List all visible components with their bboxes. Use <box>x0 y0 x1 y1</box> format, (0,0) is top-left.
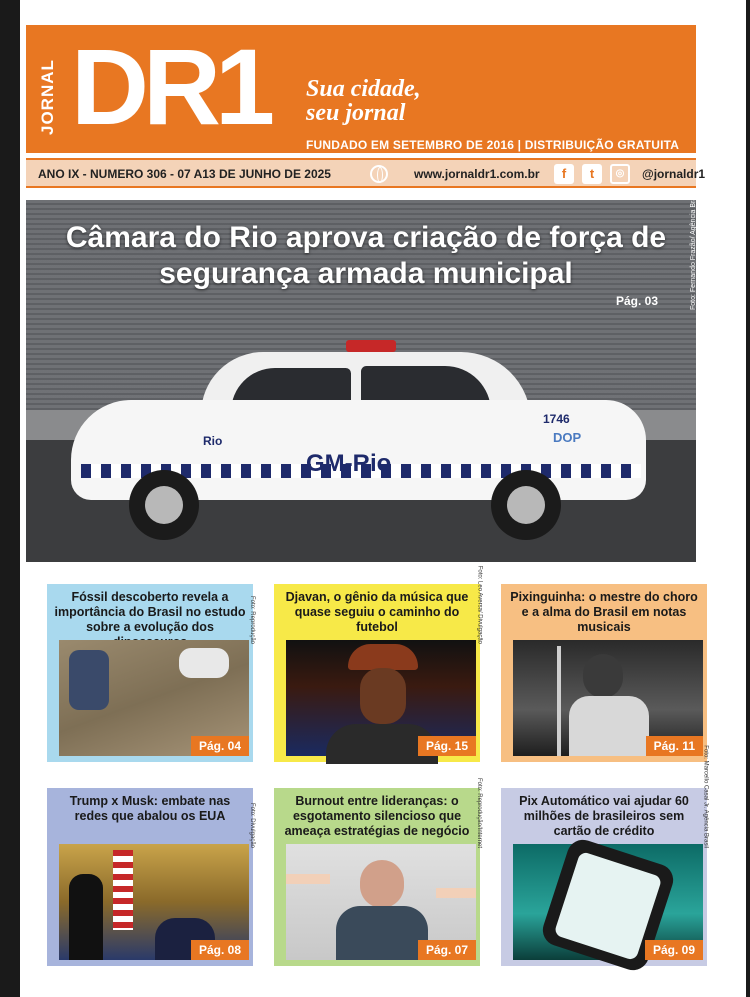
card-photo-credit: Foto: Leo Aversa/ Divulgação <box>476 565 482 644</box>
story-card-trump-musk[interactable] <box>47 788 253 966</box>
card-headline[interactable]: Pix Automático vai ajudar 60 milhões de brasileiros sem cartão de crédito <box>519 794 689 838</box>
globe-icon <box>370 165 388 183</box>
instagram-icon[interactable]: ◎ <box>610 164 630 184</box>
rear-wheel <box>491 470 561 540</box>
car-gm-rio-label: GM-Rio <box>306 450 392 477</box>
face-shape <box>583 654 623 698</box>
card-headline[interactable]: Djavan, o gênio da música que quase seguiu o caminho do futebol <box>285 590 469 634</box>
founded-text: FUNDADO EM SETEMBRO DE 2016 | DISTRIBUIÇÃO GRATUITA <box>306 138 680 152</box>
jornal-label: JORNAL <box>38 59 57 135</box>
hand-left-shape <box>286 874 330 884</box>
card-page-ref: Pág. 15 <box>418 736 476 756</box>
person-shape <box>69 650 109 710</box>
card-photo-credit: Foto: Marcello Casal Jr. Agência Brasil <box>703 745 709 848</box>
card-page-ref: Pág. 11 <box>646 736 703 756</box>
hero-story[interactable] <box>26 190 697 562</box>
masthead <box>26 25 696 153</box>
story-card-burnout[interactable] <box>274 777 482 966</box>
hero-headline[interactable]: Câmara do Rio aprova criação de força de segurança armada municipal <box>65 221 667 290</box>
card-headline[interactable]: Trump x Musk: embate nas redes que abalou os EUA <box>69 794 231 823</box>
edition-text: ANO IX - NUMERO 306 - 07 A13 DE JUNHO DE 2025 <box>38 167 331 181</box>
front-wheel <box>129 470 199 540</box>
card-photo-credit: Foto: Reprodução/Internet <box>476 777 482 848</box>
car-dop-label: DOP <box>553 430 582 445</box>
story-card-djavan[interactable] <box>274 565 482 762</box>
card-page-ref: Pág. 08 <box>191 940 249 960</box>
face-shape <box>360 668 406 724</box>
twitter-icon[interactable]: t <box>582 164 602 184</box>
story-card-fossil[interactable] <box>47 584 253 762</box>
social-handle[interactable]: @jornaldr1 <box>642 167 706 181</box>
dr1-logo: DR1 <box>71 26 270 147</box>
flag-shape <box>113 850 133 930</box>
slogan-line-2: seu jornal <box>306 100 406 126</box>
car-rio-label: Rio <box>203 434 223 448</box>
person-left-shape <box>69 874 103 960</box>
card-headline[interactable]: Burnout entre lideranças: o esgotamento silencioso que ameaça estratégias de negócio <box>284 794 470 838</box>
facebook-icon[interactable]: f <box>554 164 574 184</box>
story-card-pixinguinha[interactable] <box>501 584 707 762</box>
website-link[interactable]: www.jornaldr1.com.br <box>414 167 540 181</box>
card-page-ref: Pág. 04 <box>191 736 249 756</box>
card-photo-credit: Foto: Divulgação <box>249 802 255 848</box>
glove-shape <box>179 648 229 678</box>
slogan <box>306 77 421 125</box>
card-headline[interactable]: Pixinguinha: o mestre do choro e a alma do Brasil em notas musicais <box>510 590 698 634</box>
hand-right-shape <box>436 888 476 898</box>
instrument-shape <box>557 646 561 756</box>
shirt-shape <box>569 696 649 756</box>
hat-shape <box>348 644 418 670</box>
siren-light <box>346 340 396 352</box>
head-shape <box>360 860 404 908</box>
slogan-line-1: Sua cidade, <box>306 76 421 102</box>
card-page-ref: Pág. 09 <box>645 940 703 960</box>
car-number-label: 1746 <box>543 412 570 426</box>
info-bar <box>26 158 706 188</box>
card-page-ref: Pág. 07 <box>418 940 476 960</box>
card-headline[interactable]: Fóssil descoberto revela a importância do Brasil no estudo sobre a evolução dos <box>54 590 246 634</box>
patrol-car-image <box>71 330 651 530</box>
card-photo-credit: Foto: Reprodução <box>249 595 255 644</box>
hero-page-ref: Pág. 03 <box>616 294 659 308</box>
body-shape <box>336 906 428 960</box>
hero-photo-credit: Foto: Fernando Frazão/ Agência Brasil <box>690 190 697 310</box>
